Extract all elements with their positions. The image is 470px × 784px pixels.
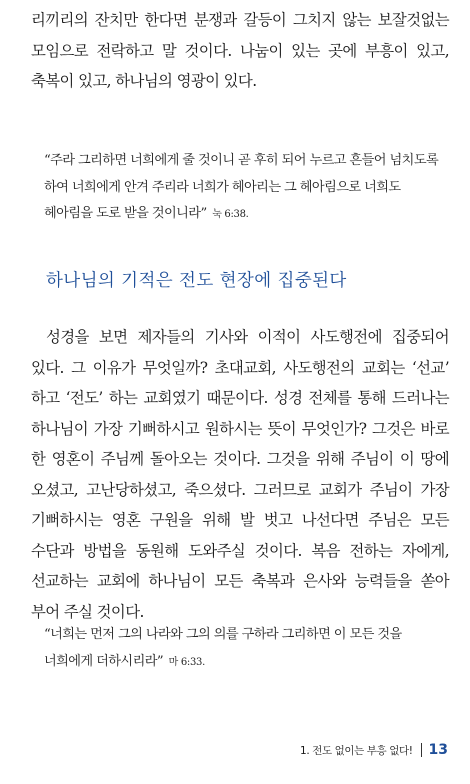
scripture-quote-2 [44,622,444,676]
intro-paragraph: 리끼리의 잔치만 한다면 분쟁과 갈등이 그치지 않는 보잘것없는 모임으로 전락하고 말 것이다. 나눔이 있는 곳에 부흥이 있고, 축복이 있고, 하나님의 영광이 있다. [31,11,449,90]
section-heading: 하나님의 기적은 전도 현장에 집중된다 [46,271,347,291]
scripture-quote-1-text: “주라 그리하면 너희에게 줄 것이니 곧 후히 되어 누르고 흔들어 넘치도록 하여 너희에게 안겨 주리라 너희가 헤아리는 그 헤아림으로 너희도 헤아림을 도로 받을 것이니라” [44,153,439,221]
scripture-quote-1-reference: 눅 6:38. [212,209,249,220]
page-number: 13 [428,742,448,758]
footer-divider [421,743,422,757]
body-paragraph: 성경을 보면 제자들의 기사와 이적이 사도행전에 집중되어 있다. 그 이유가 무엇일까? 초대교회, 사도행전의 교회는 ‘선교’ 하고 ‘전도’ 하는 교회였기 때문이다. 성경 전체를 통해 드러나는 하나님이 가장 기뻐하시고 원하시는 뜻이 무엇인가? 그것은 바로 한 영혼이 주님께 돌아오는 것이다. 그것을 위해 주님이 이 땅에 오셨고, 고난당하셨고, 죽으셨다. 그러므로 교회가 주님이 가장 기뻐하시는 영혼 구원을 위해 발 벗고 나선다면 주님은 모든 수단과 방법을 동원해 도와주실 것이다. 복음 전하는 자에게, 선교하는 교회에 하나님이 모든 축복과 은사와 능력들을 쏟아 부어 주실 것이다. [31,328,449,621]
footer-chapter-title: 1. 전도 없이는 부흥 없다! [300,744,413,757]
page-footer [300,742,448,758]
scripture-quote-1 [44,148,444,229]
scripture-quote-2-reference: 마 6:33. [168,656,205,668]
scripture-quote-2-text: “너희는 먼저 그의 나라와 그의 의를 구하라 그리하면 이 모든 것을 너희에게 더하시리라” [44,627,402,669]
